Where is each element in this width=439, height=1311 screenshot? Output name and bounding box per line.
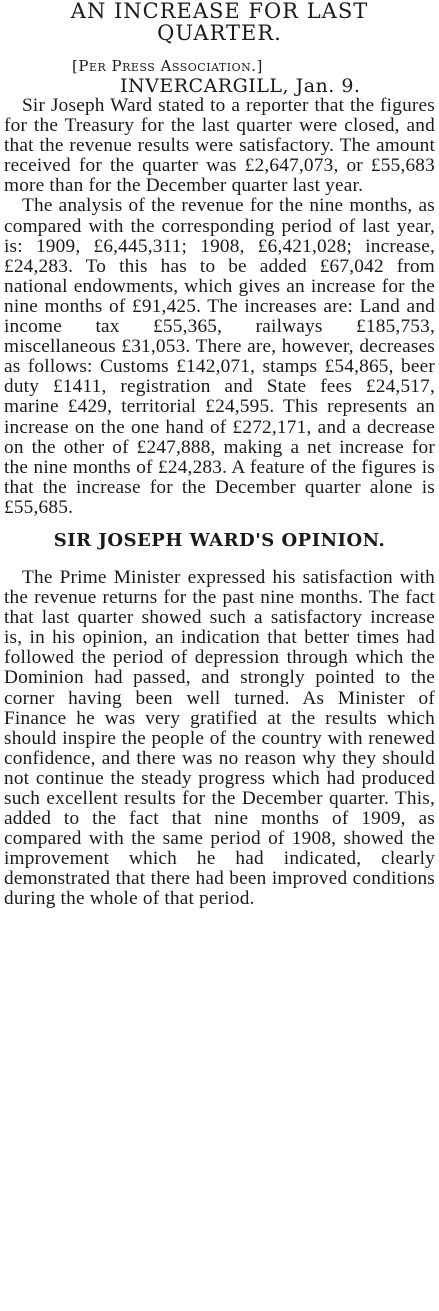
headline-line-2: QUARTER. [157,21,282,45]
press-credit: [Per Press Association.] [72,57,263,75]
paragraph-3: The Prime Minister expressed his satisfaction with the revenue returns for the past nine months. The fact that last quarter showed such a satisfactory increase is, in his opinion, an indication that better times had followed the period of depression through which the Dominion had passed, and strongly pointed to the corner having been well turned. As Minister of Finance he was very gratified at the results which should inspire the people of the country with renewed confidence, and there was no reason why they should not continue the steady progress which had produced such excellent results for the December quarter. This, added to the fact that nine months of 1909, as compared with the same period of 1908, showed the improvement which he had indicated, clearly demonstrated that there had been improved conditions during the whole of that period. [4,566,435,910]
paragraph-1: Sir Joseph Ward stated to a reporter that the figures for the Treasury for the last quarter were closed, and that the revenue results were satisfactory. The amount received for the quarter was £2,647,073, or £55,683 more than for the December quarter last year. [4,95,435,197]
headline [4,0,435,44]
subheading: SIR JOSEPH WARD'S OPINION. [53,529,386,551]
headline-line-1: AN INCREASE FOR LAST [70,0,369,23]
dateline: INVERCARGILL, Jan. 9. [120,75,361,97]
paragraph-2: The analysis of the revenue for the nine months, as compared with the corresponding period of last year, is: 1909, £6,445,311; 1908, £6,421,028; increase, £24,283. To this has to be added £67,042 from national endowments, which gives an increase for the nine months of £91,425. The increases are: Land and income tax £55,365, railways £185,753, miscellaneous £31,053. There are, however, decreases as follows: Customs £142,071, stamps £54,865, beer duty £1411, registration and State fees £24,517, marine £429, territorial £24,595. This represents an increase on the one hand of £272,171, and a decrease on the other of £247,888, making a net increase for the nine months of £24,283. A feature of the figures is that the increase for the December quarter alone is £55,685. [4,195,435,518]
